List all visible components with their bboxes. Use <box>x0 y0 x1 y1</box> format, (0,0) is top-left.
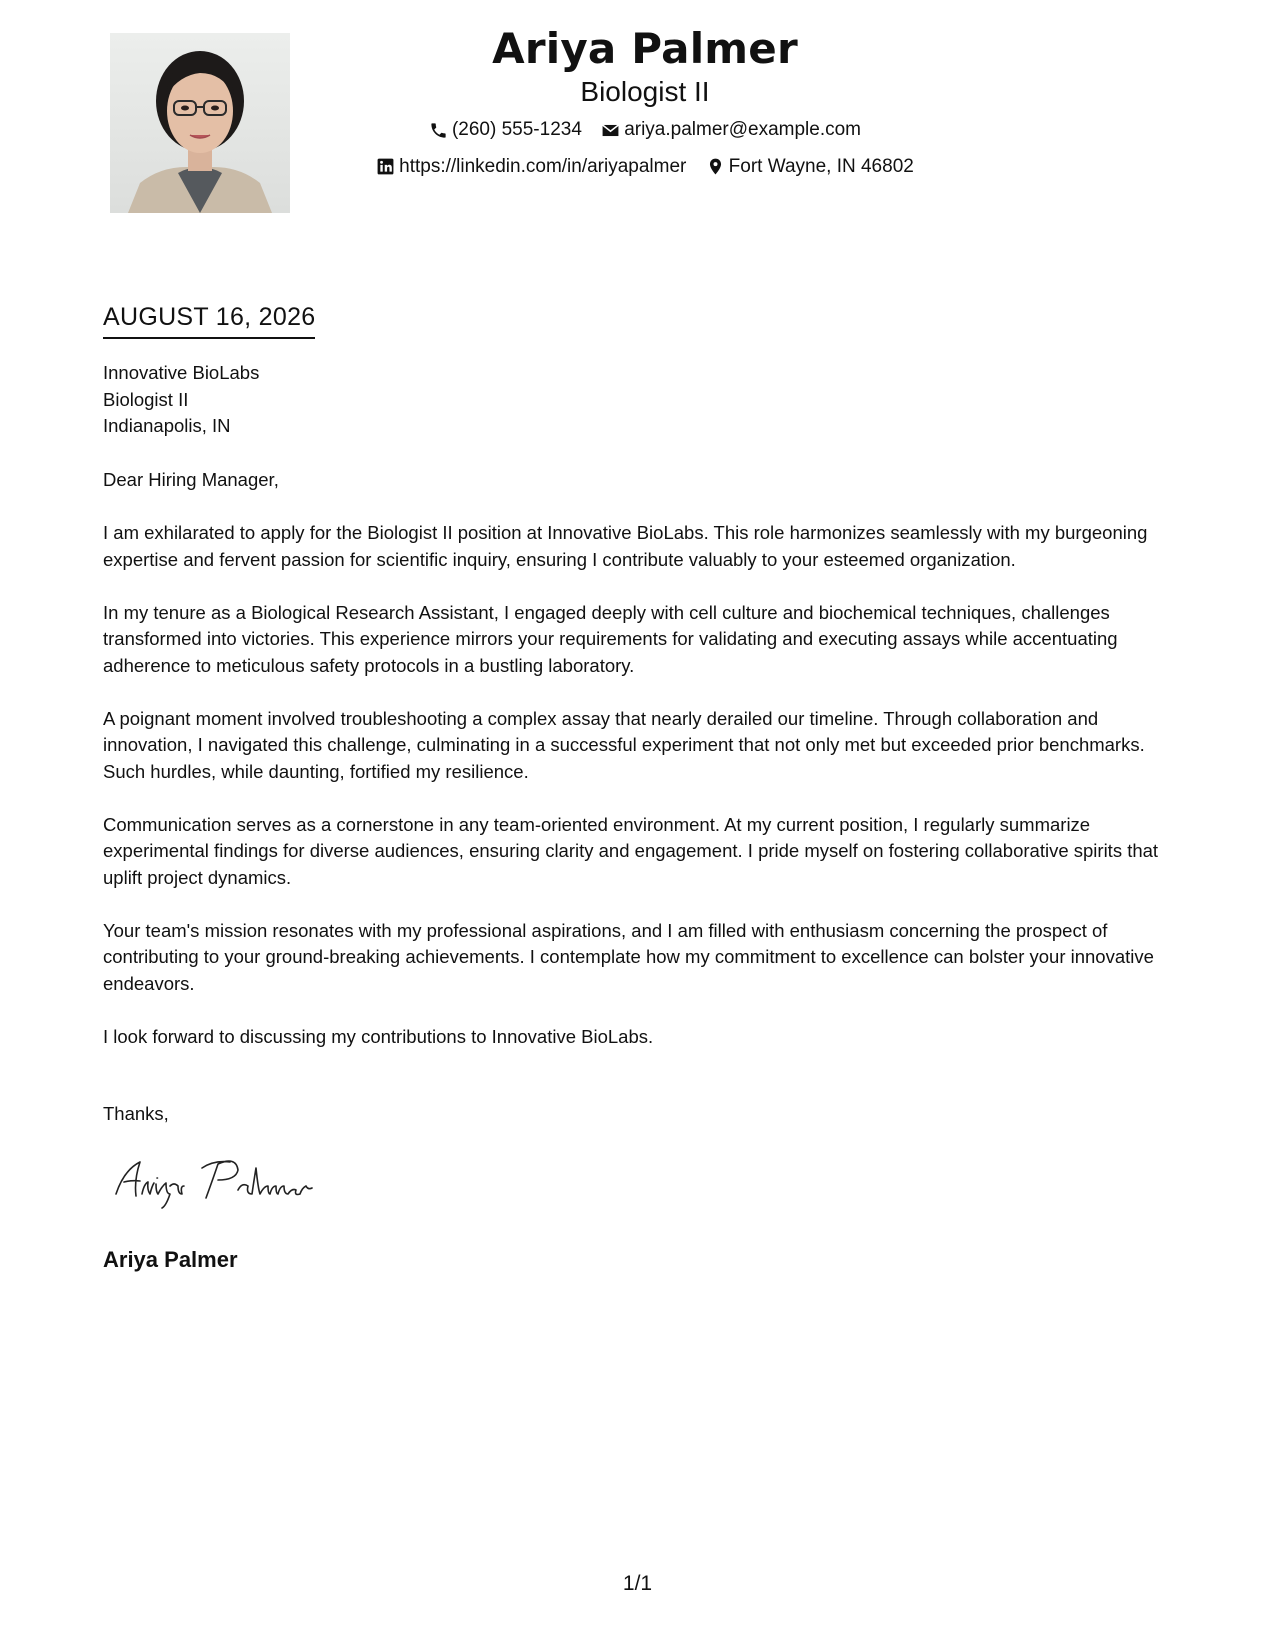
body-paragraph: I look forward to discussing my contributions to Innovative BioLabs. <box>103 1025 654 1047</box>
contact-phone[interactable] <box>429 114 582 146</box>
body-paragraph: Your team's mission resonates with my professional aspirations, and I am filled with enthusiasm concerning the prospect of contributing to your ground-breaking achievements. I contemplate how my commitment to excellence can bolster your innovative endeavors. <box>103 919 1154 994</box>
body-paragraph: I am exhilarated to apply for the Biologist II position at Innovative BioLabs. This role harmonizes seamlessly with my burgeoning expertise and fervent passion for scientific inquiry, ensuring I contribute valuably to your esteemed organization. <box>103 522 1148 570</box>
portrait-image <box>110 33 290 213</box>
linkedin-icon <box>376 157 395 176</box>
recipient-position: Biologist II <box>103 388 189 410</box>
page-number: 1/1 <box>622 1572 653 1595</box>
signature-image <box>110 1150 360 1210</box>
handwritten-signature <box>110 1150 360 1215</box>
signer-name: Ariya Palmer <box>103 1247 238 1272</box>
body-paragraph: A poignant moment involved troubleshooting a complex assay that nearly derailed our timeline. Through collaboration and innovation, I navigated this challenge, culminating in a successful experiment that not only met but exceeded prior benchmarks. Such hurdles, while daunting, fortified my resilience. <box>103 707 1145 782</box>
contact-location <box>706 151 914 183</box>
contact-linkedin[interactable] <box>376 151 686 183</box>
candidate-title: Biologist II <box>580 76 710 107</box>
closing-line: Thanks, <box>103 1103 169 1124</box>
letter-date: AUGUST 16, 2026 <box>103 300 315 339</box>
letter-body <box>103 467 1178 1077</box>
salutation: Dear Hiring Manager, <box>103 469 279 490</box>
candidate-name: Ariya Palmer <box>492 24 798 73</box>
contact-email[interactable] <box>601 114 861 146</box>
recipient-location: Indianapolis, IN <box>103 415 231 436</box>
email-text: ariya.palmer@example.com <box>624 119 862 140</box>
profile-photo <box>110 33 290 213</box>
phone-text: (260) 555-1234 <box>451 119 582 140</box>
location-text: Fort Wayne, IN 46802 <box>728 155 914 177</box>
body-paragraph: Communication serves as a cornerstone in any team-oriented environment. At my current position, I regularly summarize experimental findings for diverse audiences, ensuring clarity and engagement. I pride myself on fostering collaborative spirits that uplift project dynamics. <box>103 813 1159 888</box>
body-paragraph: In my tenure as a Biological Research Assistant, I engaged deeply with cell culture and biochemical techniques, challenges transformed into victories. This experience mirrors your requirements for validating and executing assays while accentuating adherence to meticulous safety protocols in a bustling laboratory. <box>103 601 1118 676</box>
recipient-block <box>103 360 259 440</box>
envelope-icon <box>601 121 620 140</box>
contact-row-primary <box>300 114 990 151</box>
map-pin-icon <box>706 157 725 176</box>
letter-header <box>300 22 990 187</box>
contact-row-secondary <box>300 151 990 188</box>
recipient-company: Innovative BioLabs <box>103 362 260 383</box>
linkedin-text: https://linkedin.com/in/ariyapalmer <box>399 155 687 177</box>
phone-icon <box>429 121 448 140</box>
